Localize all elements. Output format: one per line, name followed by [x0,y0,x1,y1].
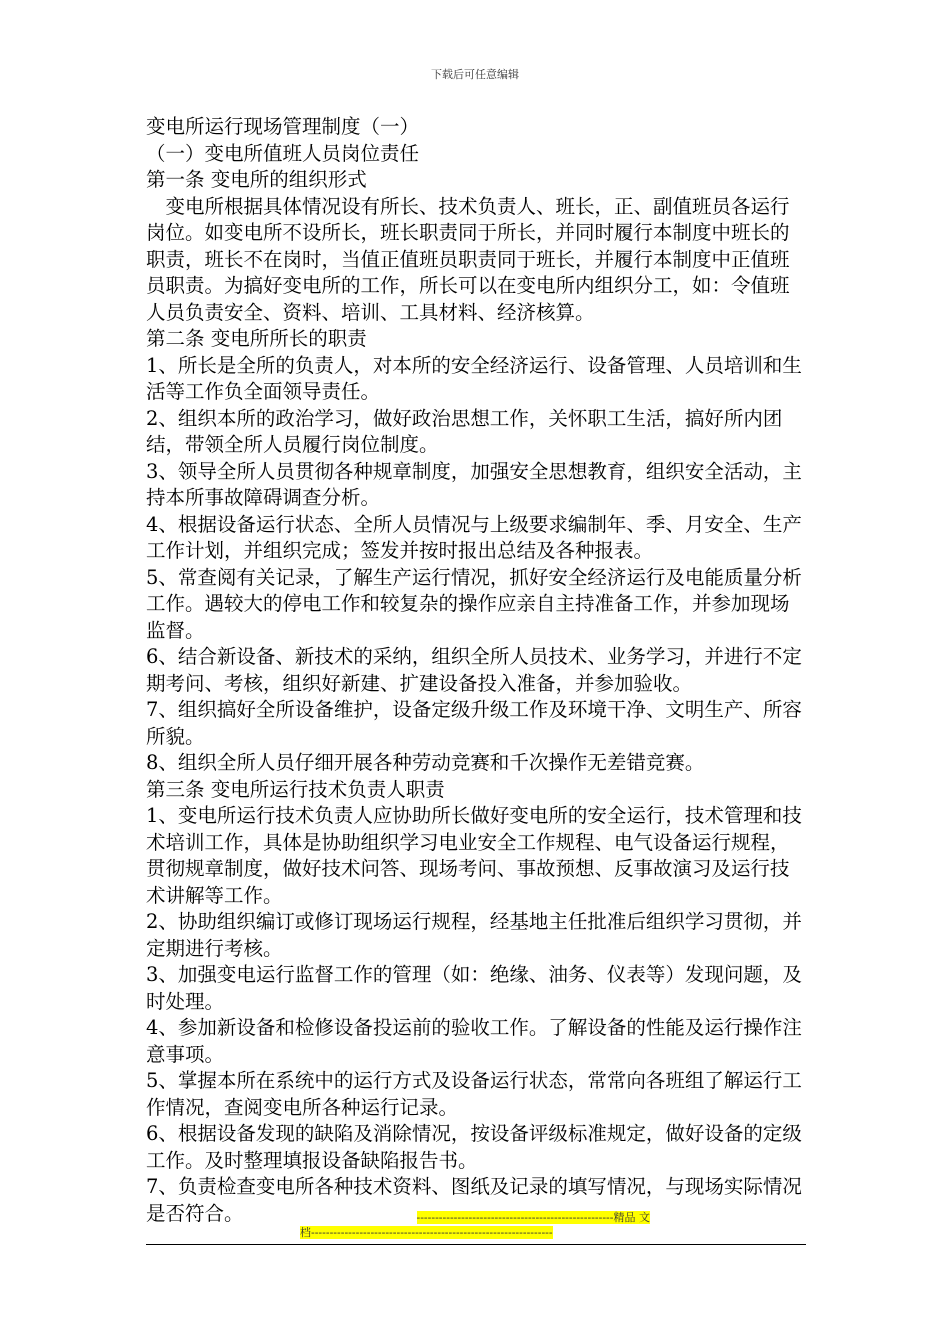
article-1-heading: 第一条 变电所的组织形式 [146,168,367,191]
article-2-item: 3、领导全所人员贯彻各种规章制度，加强安全思想教育，组织安全活动，主持本所事故障碍调查分析。 [146,459,802,509]
article-1-paragraph: 变电所根据具体情况设有所长、技术负责人、班长，正、副值班员各运行岗位。如变电所不设所长，班长职责同于所长，并同时履行本制度中班长的职责，班长不在岗时，当值正值班员职责同于班长，并履行本制度中正值班员职责。为搞好变电所的工作，所长可以在变电所内组织分工，如：令值班人员负责安全、资料、培训、工具材料、经济核算。 [146,194,790,324]
article-2-heading: 第二条 变电所所长的职责 [146,327,367,350]
document-body [146,114,808,1227]
footer-watermark [300,1210,650,1240]
footer-line-2: 档----------------------------------------------------------------- [300,1226,553,1239]
article-2-item: 8、组织全所人员仔细开展各种劳动竞赛和千次操作无差错竞赛。 [146,751,705,774]
article-3-item: 2、协助组织编订或修订现场运行规程，经基地主任批准后组织学习贯彻，并定期进行考核。 [146,910,802,960]
article-2-item: 5、常查阅有关记录，了解生产运行情况，抓好安全经济运行及电能质量分析工作。遇较大的停电工作和较复杂的操作应亲自主持准备工作，并参加现场监督。 [146,565,802,642]
article-3-heading: 第三条 变电所运行技术负责人职责 [146,777,445,801]
footer-divider [146,1244,806,1245]
article-2-item: 2、组织本所的政治学习，做好政治思想工作，关怀职工生活，搞好所内团结，带领全所人员履行岗位制度。 [146,406,783,456]
article-2-item: 4、根据设备运行状态、全所人员情况与上级要求编制年、季、月安全、生产工作计划，并组织完成；签发并按时报出总结及各种报表。 [146,512,802,562]
article-2-item: 6、结合新设备、新技术的采纳，组织全所人员技术、业务学习，并进行不定期考问、考核，组织好新建、扩建设备投入准备，并参加验收。 [146,645,802,695]
article-3-item: 7、负责检查变电所各种技术资料、图纸及记录的填写情况，与现场实际情况是否符合。 [146,1175,802,1225]
article-2-item: 1、所长是全所的负责人，对本所的安全经济运行、设备管理、人员培训和生活等工作负全面领导责任。 [146,353,802,403]
document-title: 变电所运行现场管理制度（一） [146,115,420,138]
article-3-item: 3、加强变电运行监督工作的管理（如：绝缘、油务、仪表等）发现问题，及时处理。 [146,963,802,1013]
article-2-item: 7、组织搞好全所设备维护，设备定级升级工作及环境干净、文明生产、所容所貌。 [146,698,802,748]
footer-line-1: -----------------------------------------------------精品 文 [416,1211,650,1224]
section-subtitle: （一）变电所值班人员岗位责任 [146,141,420,165]
page-header: 下载后可任意编辑 [431,68,519,81]
article-3-item: 4、参加新设备和检修设备投运前的验收工作。了解设备的性能及运行操作注意事项。 [146,1016,802,1066]
article-3-item: 5、掌握本所在系统中的运行方式及设备运行状态，常常向各班组了解运行工作情况，查阅变电所各种运行记录。 [146,1069,802,1119]
article-3-item: 1、变电所运行技术负责人应协助所长做好变电所的安全运行，技术管理和技术培训工作，具体是协助组织学习电业安全工作规程、电气设备运行规程，贯彻规章制度，做好技术问答、现场考问、事故预想、反事故演习及运行技术讲解等工作。 [146,804,802,907]
article-3-item: 6、根据设备发现的缺陷及消除情况，按设备评级标准规定，做好设备的定级工作。及时整理填报设备缺陷报告书。 [146,1122,802,1172]
